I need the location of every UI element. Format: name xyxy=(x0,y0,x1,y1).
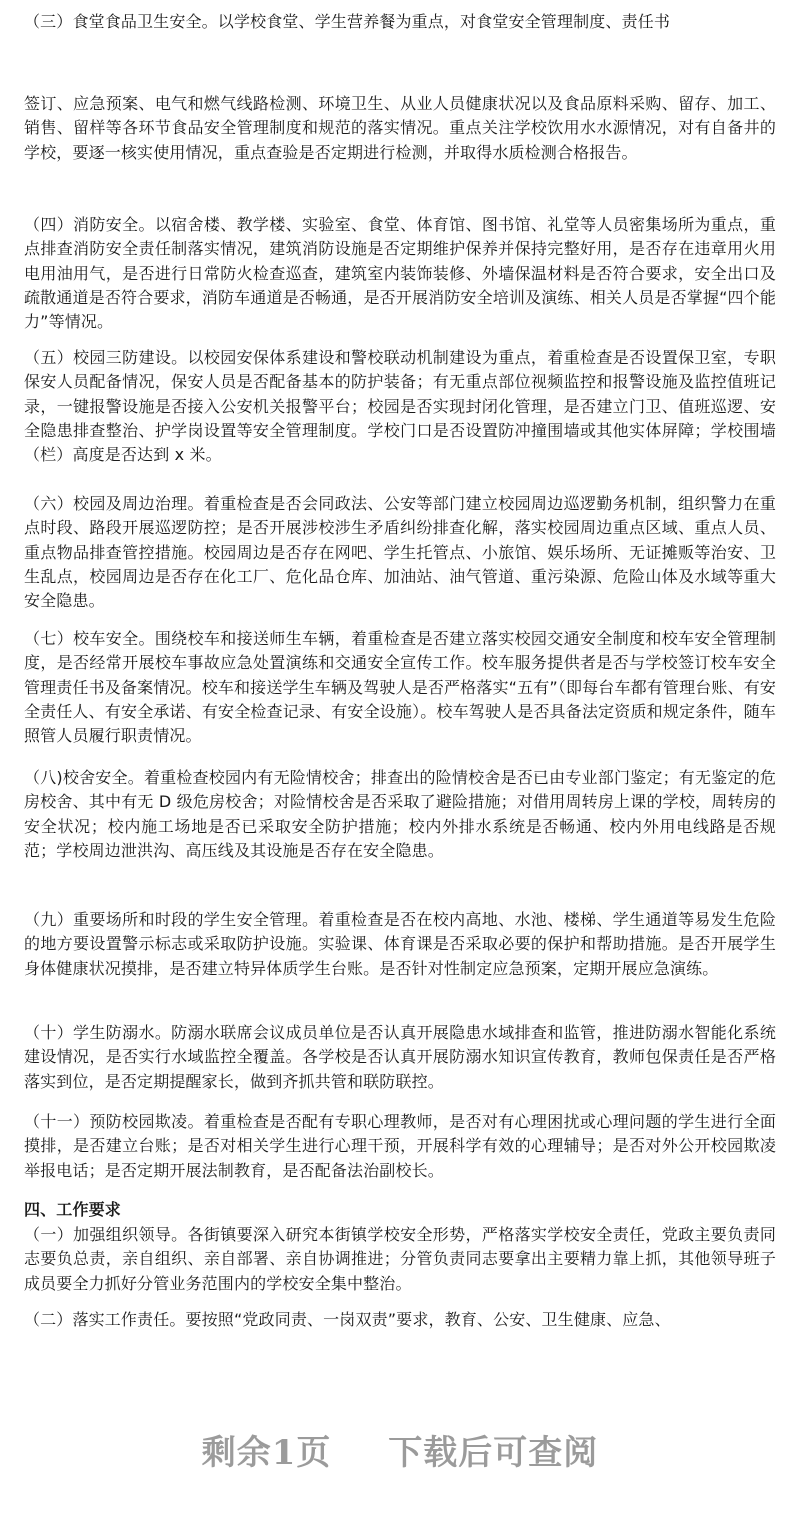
paragraph-fire-safety: （四）消防安全。以宿舍楼、教学楼、实验室、食堂、体育馆、图书馆、礼堂等人员密集场所为重点，重点排查消防安全责任制落实情况，建筑消防设施是否定期维护保养并保持完整好用，是否存在违章用火用电用油用气，是否进行日常防火检查巡查，建筑室内装饰装修、外墙保温材料是否符合要求，安全出口及疏散通道是否符合要求，消防车通道是否畅通，是否开展消防安全培训及演练、相关人员是否掌握“四个能力”等情况。 xyxy=(24,215,776,332)
section-heading-work-requirements: 四、工作要求 xyxy=(24,1200,121,1219)
paragraph-food-safety-cont: 签订、应急预案、电气和燃气线路检测、环境卫生、从业人员健康状况以及食品原料采购、留存、加工、销售、留样等各环节食品安全管理制度和规范的落实情况。重点关注学校饮用水水源情况，对有自备井的学校，要逐一核实使用情况，重点查验是否定期进行检测，并取得水质检测合格报告。 xyxy=(24,94,776,162)
paragraph-organization-leadership: （一）加强组织领导。各街镇要深入研究本街镇学校安全形势，严格落实学校安全责任，党政主要负责同志要负总责，亲自组织、亲自部署、亲自协调推进；分管负责同志要拿出主要精力靠上抓，其他领导班子成员要全力抓好分管业务范围内的学校安全集中整治。 xyxy=(24,1225,776,1293)
remaining-pages-label: 剩余1页 xyxy=(201,1433,332,1473)
download-to-view-label: 下载后可查阅 xyxy=(388,1433,599,1473)
paragraph-campus-surroundings: （六）校园及周边治理。着重检查是否会同政法、公安等部门建立校园周边巡逻勤务机制，组织警力在重点时段、路段开展巡逻防控；是否开展涉校涉生矛盾纠纷排查化解，落实校园周边重点区域、重点人员、重点物品排查管控措施。校园周边是否存在网吧、学生托管点、小旅馆、娱乐场所、无证摊贩等治安、卫生乱点，校园周边是否存在化工厂、危化品仓库、加油站、油气管道、重污染源、危险山体及水域等重大安全隐患。 xyxy=(24,494,776,611)
paragraph-school-buildings: （八)校舍安全。着重检查校园内有无险情校舍；排查出的险情校舍是否已由专业部门鉴定；有无鉴定的危房校舍、其中有无 D 级危房校舍；对险情校舍是否采取了避险措施；对借用周转房上课的学校，周转房的安全状况；校内施工场地是否已采取安全防护措施；校内外排水系统是否畅通、校内外用电线路是否规范；学校周边泄洪沟、高压线及其设施是否存在安全隐患。 xyxy=(24,768,776,860)
paragraph-key-places: （九）重要场所和时段的学生安全管理。着重检查是否在校内高地、水池、楼梯、学生通道等易发生危险的地方要设置警示标志或采取防护设施。实验课、体育课是否采取必要的保护和帮助措施。是否开展学生身体健康状况摸排，是否建立特异体质学生台账。是否针对性制定应急预案，定期开展应急演练。 xyxy=(24,910,776,978)
paragraph-anti-bullying: （十一）预防校园欺凌。着重检查是否配有专职心理教师，是否对有心理困扰或心理问题的学生进行全面摸排，是否建立台账；是否对相关学生进行心理干预，开展科学有效的心理辅导；是否对外公开校园欺凌举报电话；是否定期开展法制教育，是否配备法治副校长。 xyxy=(24,1112,776,1180)
paragraph-drowning-prevention: （十）学生防溺水。防溺水联席会议成员单位是否认真开展隐患水域排查和监管，推进防溺水智能化系统建设情况，是否实行水域监控全覆盖。各学校是否认真开展防溺水知识宣传教育，教师包保责任是否严格落实到位，是否定期提醒家长，做到齐抓共管和联防联控。 xyxy=(24,1023,776,1091)
paragraph-campus-defense: （五）校园三防建设。以校园安保体系建设和警校联动机制建设为重点，着重检查是否设置保卫室，专职保安人员配备情况，保安人员是否配备基本的防护装备；有无重点部位视频监控和报警设施及监控值班记录，一键报警设施是否接入公安机关报警平台；校园是否实现封闭化管理，是否建立门卫、值班巡逻、安全隐患排查整治、护学岗设置等安全管理制度。学校门口是否设置防冲撞围墙或其他实体屏障；学校围墙（栏）高度是否达到 x 米。 xyxy=(24,348,776,465)
download-prompt[interactable] xyxy=(0,1425,800,1474)
paragraph-work-responsibility: （二）落实工作责任。要按照“党政同责、一岗双责”要求，教育、公安、卫生健康、应急、 xyxy=(24,1310,671,1329)
paragraph-food-safety-start: （三）食堂食品卫生安全。以学校食堂、学生营养餐为重点，对食堂安全管理制度、责任书 xyxy=(24,12,671,31)
paragraph-school-bus: （七）校车安全。围绕校车和接送师生车辆，着重检查是否建立落实校园交通安全制度和校车安全管理制度，是否经常开展校车事故应急处置演练和交通安全宣传工作。校车服务提供者是否与学校签订校车安全管理责任书及备案情况。校车和接送学生车辆及驾驶人是否严格落实“五有”（即每台车都有管理台账、有安全责任人、有安全承诺、有安全检查记录、有安全设施）。校车驾驶人是否具备法定资质和规定条件，随车照管人员履行职责情况。 xyxy=(24,629,776,746)
